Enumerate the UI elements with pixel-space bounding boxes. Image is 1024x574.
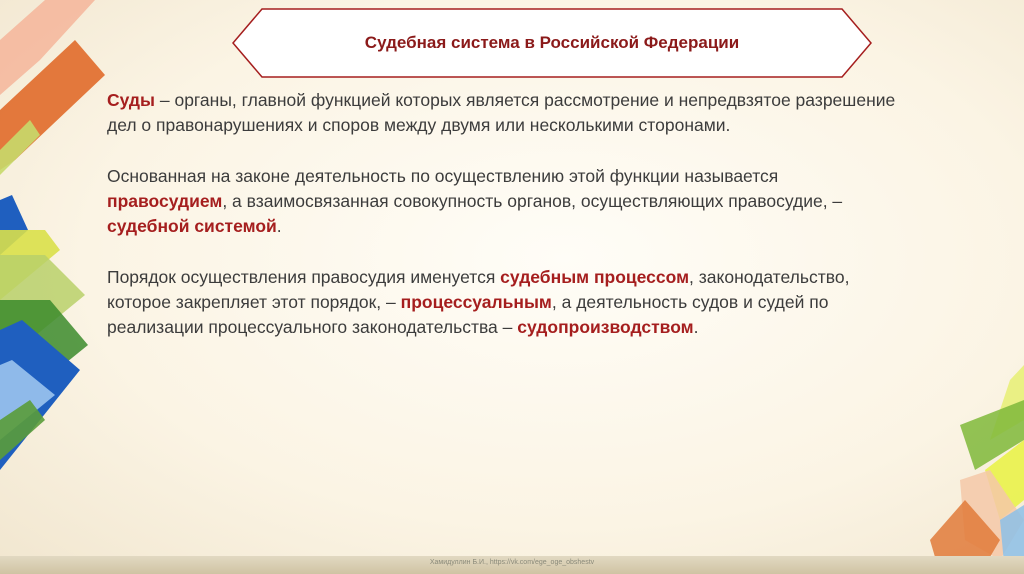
term-procedural: процессуальным bbox=[400, 292, 552, 312]
paragraph2-text1: Основанная на законе деятельность по осуществлению этой функции называется bbox=[107, 166, 779, 186]
footer-credit: Хамидуллин Б.И., https://vk.com/ege_oge_obshestv bbox=[429, 559, 595, 566]
term-judicial-system: судебной системой bbox=[107, 216, 277, 236]
paragraph-justice-definition bbox=[107, 164, 897, 239]
paragraph3-text2: , законодательство, которое закрепляет этот порядок, – bbox=[107, 267, 850, 312]
slide-title: Судебная система в Российской Федерации bbox=[364, 33, 740, 52]
term-courts: Суды bbox=[107, 90, 155, 110]
paragraph2-text2: , а взаимосвязанная совокупность органов, осуществляющих правосудие, – bbox=[222, 191, 843, 211]
paragraph3-text4: . bbox=[693, 317, 699, 337]
paragraph-courts-definition bbox=[107, 88, 897, 138]
term-justice: правосудием bbox=[107, 191, 223, 211]
title-banner bbox=[232, 8, 872, 78]
paragraph3-text1: Порядок осуществления правосудия именуется bbox=[107, 267, 501, 287]
paragraph2-text3: . bbox=[276, 216, 282, 236]
term-judicial-process: судебным процессом bbox=[500, 267, 690, 287]
right-ribbon-decoration bbox=[930, 365, 1024, 574]
left-ribbon-decoration bbox=[0, 0, 105, 470]
paragraph-process-definition bbox=[107, 265, 897, 340]
paragraph3-text3: , а деятельность судов и судей по реализации процессуального законодательства – bbox=[107, 292, 829, 337]
slide-content bbox=[107, 88, 897, 366]
paragraph1-text: – органы, главной функцией которых является рассмотрение и непредвзятое разрешение дел о правонарушениях и споров между двумя или несколькими сторонами. bbox=[107, 90, 896, 135]
term-legal-proceedings: судопроизводством bbox=[517, 317, 694, 337]
